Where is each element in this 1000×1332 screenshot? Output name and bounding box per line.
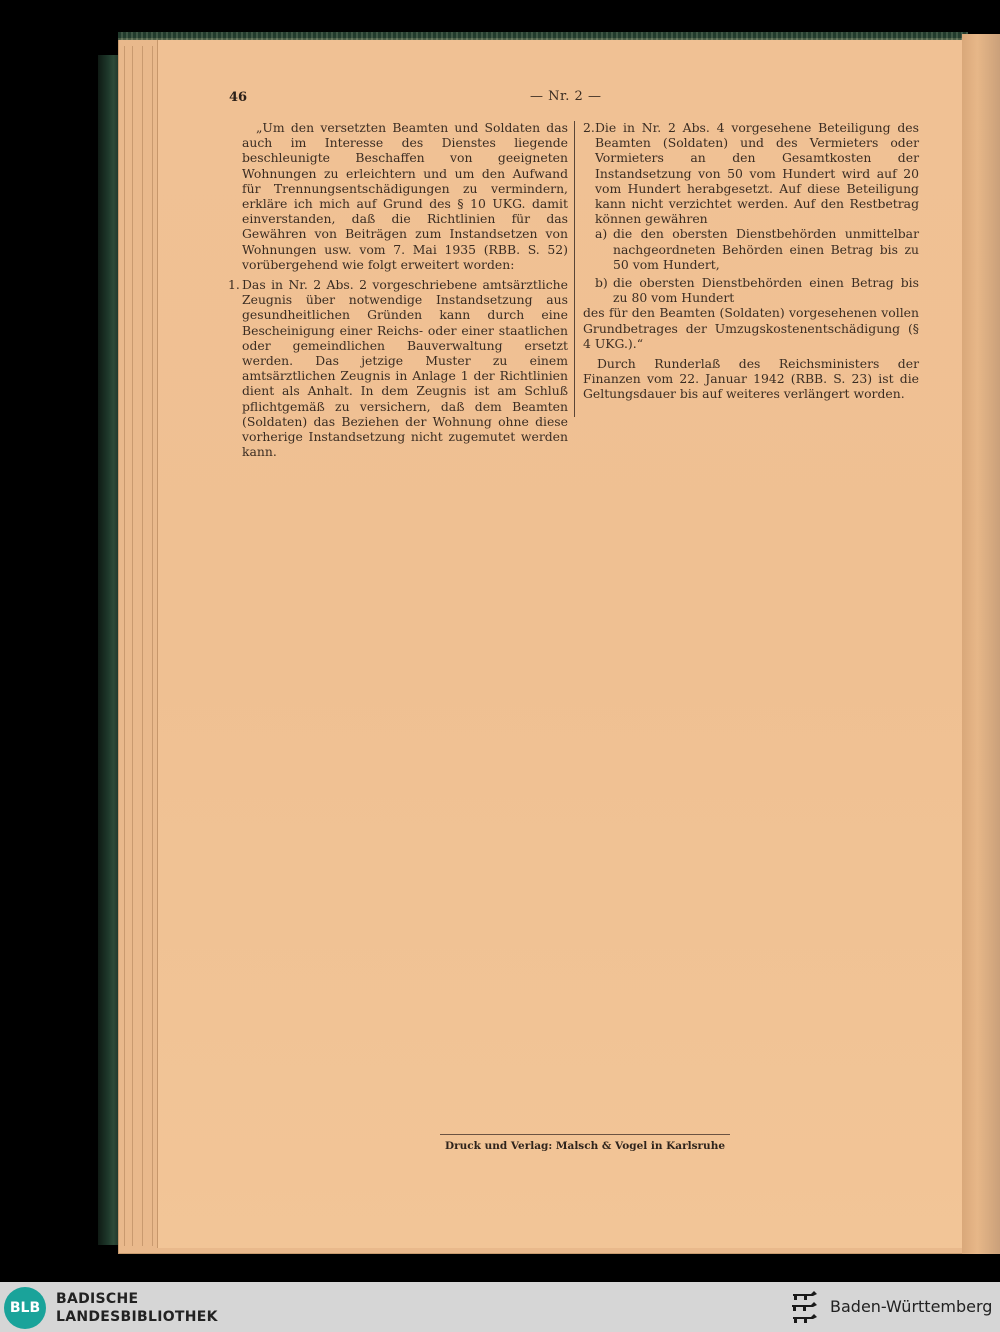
intro-paragraph: „Um den versetzten Beamten und Soldaten das auch im Interesse des Dienstes liegende beschleunigte Beschaffen von geeigneten Wohnungen zu erleichtern und um den Aufwand für Trennungsentschädigungen zu vermindern, erkläre ich mich auf Grund des § 10 UKG. damit einverstanden, daß die Richtlinien für das Gewähren von Beiträgen zum Instandsetzen von Wohnungen usw. vom 7. Mai 1935 (RBB. S. 52) vorübergehend wie folgt erweitert worden: [242, 120, 568, 272]
sub-item-b [595, 275, 919, 305]
blb-logo[interactable]: BLB [4, 1287, 46, 1329]
issue-header: — Nr. 2 — [530, 89, 602, 104]
page-edge [132, 46, 133, 1246]
list-item-text: Das in Nr. 2 Abs. 2 vorgeschriebene amtsärztliche Zeugnis über notwendige Instandsetzung aus gesundheitlichen Gründen kann durch eine Bescheinigung einer Reichs- oder einer staatlichen oder gemeindlichen Bauverwaltung ersetzt werden. Das jetzige Muster zu einem amtsärztlichen Zeugnis in Anlage 1 der Richtlinien dient als Anhalt. In dem Zeugnis ist am Schluß pflichtgemäß zu versichern, daß dem Beamten (Soldaten) das Beziehen der Wohnung ohne diese vorherige Instandsetzung nicht zugemutet werden kann. [242, 277, 568, 460]
list-item-2 [583, 120, 919, 226]
closing-paragraph: Durch Runderlaß des Reichsministers der Finanzen vom 22. Januar 1942 (RBB. S. 23) ist die Geltungsdauer bis auf weiteres verlängert worden. [583, 356, 919, 402]
page-edge [142, 46, 143, 1246]
library-name[interactable] [56, 1290, 218, 1326]
right-column [583, 120, 919, 402]
sub-item-text: die obersten Dienstbehörden einen Betrag bis zu 80 vom Hundert [613, 275, 919, 306]
left-column [228, 120, 568, 460]
list-item-number: 1. [228, 277, 240, 293]
right-page-edge [962, 34, 1000, 1254]
printer-imprint: Druck und Verlag: Malsch & Vogel in Karlsruhe [444, 1140, 726, 1152]
list-item-1 [228, 277, 568, 460]
top-binding-strip [118, 32, 968, 40]
sub-item-label: a) [595, 226, 608, 242]
page-edge [152, 46, 153, 1246]
sub-item-a [595, 226, 919, 272]
sub-item-text: die den obersten Dienstbehörden unmittelbar nachgeordneten Behörden einen Betrag bis zu 50 vom Hundert, [613, 226, 919, 272]
library-name-line2: LANDESBIBLIOTHEK [56, 1309, 218, 1325]
page-number: 46 [229, 90, 248, 105]
column-divider [574, 121, 575, 417]
sub-item-label: b) [595, 275, 608, 291]
state-name[interactable]: Baden-Württemberg [830, 1297, 993, 1316]
coat-of-arms-lions-icon[interactable] [790, 1289, 820, 1327]
list-item-number: 2. [583, 120, 595, 135]
library-name-line1: BADISCHE [56, 1291, 139, 1307]
page-edge [124, 46, 125, 1246]
library-banner [0, 1282, 1000, 1332]
continuation-paragraph: des für den Beamten (Soldaten) vorgesehenen vollen Grundbetrages der Umzugskostenentschädigung (§ 4 UKG.).“ [583, 305, 919, 351]
footer-rule [440, 1134, 730, 1135]
list-item-text: Die in Nr. 2 Abs. 4 vorgesehene Beteiligung des Beamten (Soldaten) und des Vermieters oder Vormieters an den Gesamtkosten der Instandsetzung von 50 vom Hundert wird auf 20 vom Hundert herabgesetzt. Auf diese Beteiligung kann nicht verzichtet werden. Auf den Restbetrag können gewähren [595, 120, 919, 227]
